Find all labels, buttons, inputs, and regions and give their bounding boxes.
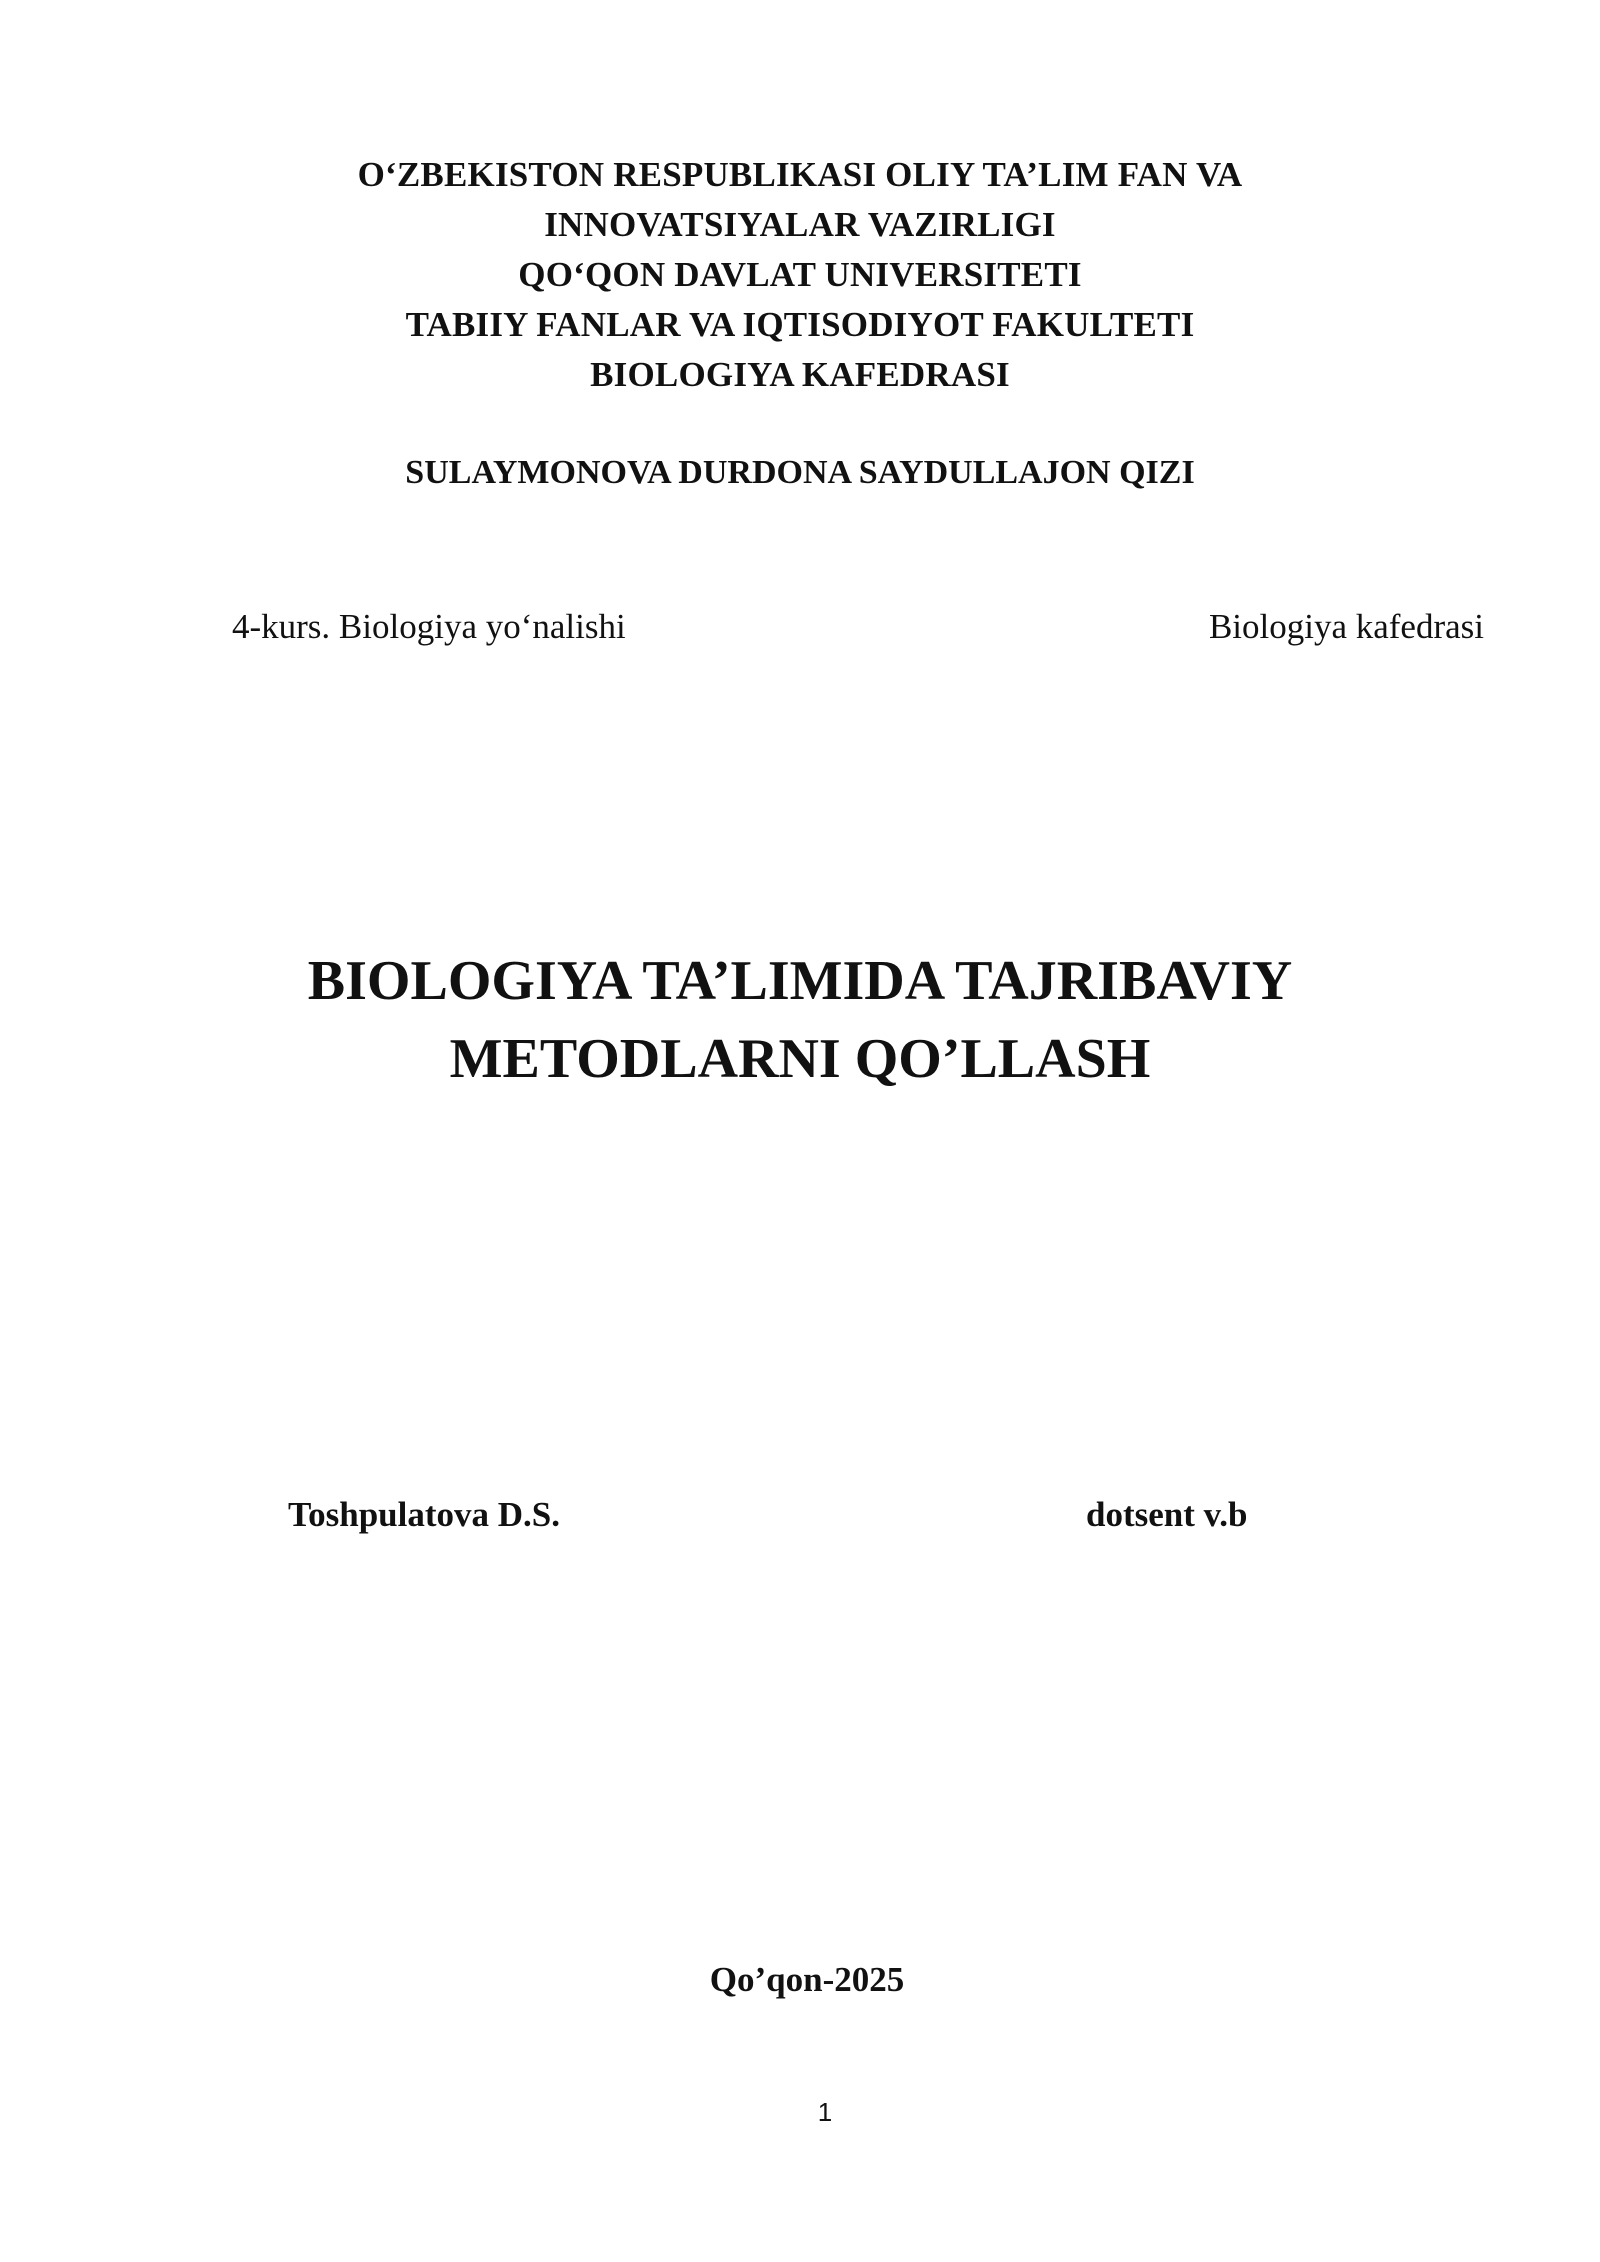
institution-header bbox=[0, 150, 1600, 400]
page-number: 1 bbox=[817, 2097, 833, 2127]
place-and-year: Qo’qon-2025 bbox=[709, 1960, 905, 1999]
course-info: 4-kurs. Biologiya yo‘nalishi bbox=[232, 607, 626, 646]
thesis-title-line-1: BIOLOGIYA TA’LIMIDA TAJRIBAVIY bbox=[307, 950, 1293, 1012]
supervisor-position: dotsent v.b bbox=[1086, 1495, 1248, 1534]
department-name: BIOLOGIYA KAFEDRASI bbox=[590, 355, 1010, 394]
department-info: Biologiya kafedrasi bbox=[1208, 607, 1484, 646]
university-name: QO‘QON DAVLAT UNIVERSITETI bbox=[518, 255, 1082, 294]
thesis-title bbox=[0, 942, 1600, 1098]
faculty-name: TABIIY FANLAR VA IQTISODIYOT FAKULTETI bbox=[405, 305, 1195, 344]
ministry-line-1: O‘ZBEKISTON RESPUBLIKASI OLIY TA’LIM FAN VA bbox=[357, 155, 1243, 194]
ministry-line-2: INNOVATSIYALAR VAZIRLIGI bbox=[544, 205, 1056, 244]
student-name: SULAYMONOVA DURDONA SAYDULLAJON QIZI bbox=[405, 454, 1195, 491]
supervisor-name: Toshpulatova D.S. bbox=[288, 1495, 561, 1534]
thesis-title-line-2: METODLARNI QO’LLASH bbox=[449, 1028, 1151, 1090]
